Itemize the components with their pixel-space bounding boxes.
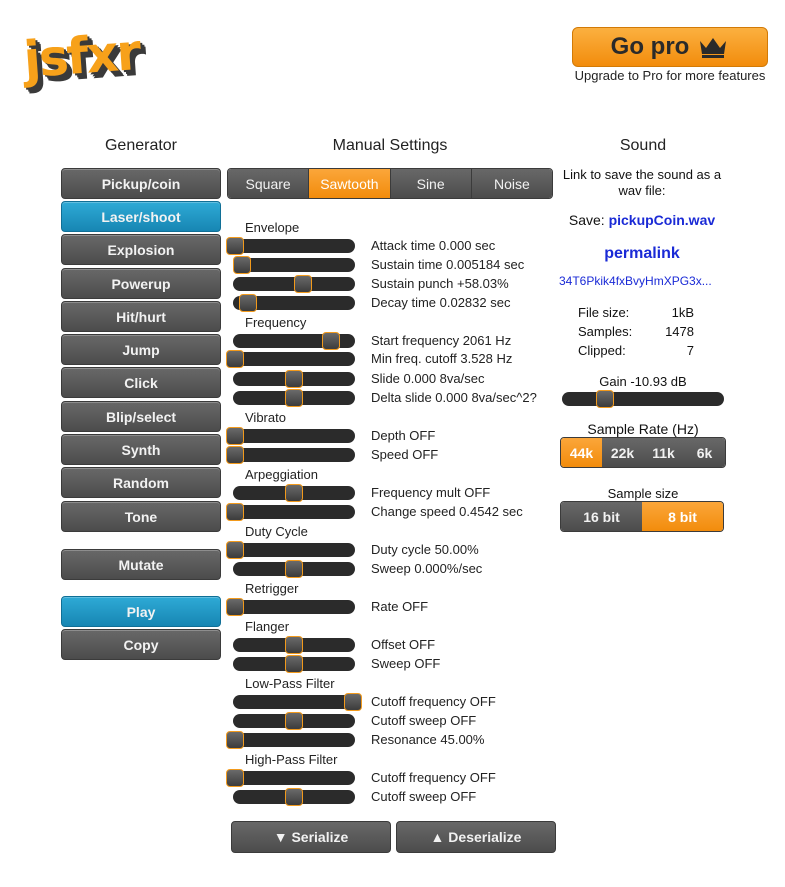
slider-cutoff-sweep-18[interactable] xyxy=(233,714,355,728)
gain-label: Gain -10.93 dB xyxy=(599,374,687,389)
slider-rate-14[interactable] xyxy=(233,600,355,614)
section-low-pass-filter: Low-Pass Filter xyxy=(245,676,335,691)
slider-thumb[interactable] xyxy=(285,712,303,730)
slider-sweep-13[interactable] xyxy=(233,562,355,576)
section-high-pass-filter: High-Pass Filter xyxy=(245,752,338,767)
slider-label: Rate OFF xyxy=(371,599,429,614)
copy-button[interactable]: Copy xyxy=(61,629,221,660)
generator-powerup-button[interactable]: Powerup xyxy=(61,268,221,299)
waveform-tabs xyxy=(227,168,553,199)
slider-label: Cutoff sweep OFF xyxy=(371,789,477,804)
section-arpeggiation: Arpeggiation xyxy=(245,467,318,482)
jsfxr-logo: jsfxr xyxy=(21,23,142,89)
mutate-button[interactable]: Mutate xyxy=(61,549,221,580)
slider-thumb[interactable] xyxy=(285,636,303,654)
generator-random-button[interactable]: Random xyxy=(61,467,221,498)
slider-thumb[interactable] xyxy=(233,256,251,274)
section-envelope: Envelope xyxy=(245,220,300,235)
sample-rate-selector xyxy=(560,437,726,468)
sample-rate-6k[interactable]: 6k xyxy=(684,438,725,467)
slider-label: Speed OFF xyxy=(371,447,439,462)
slider-sustain-punch-2[interactable] xyxy=(233,277,355,291)
slider-resonance-19[interactable] xyxy=(233,733,355,747)
slider-thumb[interactable] xyxy=(226,503,244,521)
sample-rate-11k[interactable]: 11k xyxy=(643,438,684,467)
slider-label: Min freq. cutoff 3.528 Hz xyxy=(371,351,513,366)
slider-label: Sweep OFF xyxy=(371,656,441,671)
slider-label: Sustain time 0.005184 sec xyxy=(371,257,525,272)
slider-thumb[interactable] xyxy=(285,370,303,388)
file-size-value: 1kB xyxy=(671,305,694,320)
section-duty-cycle: Duty Cycle xyxy=(245,524,308,539)
waveform-tab-square[interactable]: Square xyxy=(228,169,309,198)
slider-label: Cutoff frequency OFF xyxy=(371,694,496,709)
slider-cutoff-frequency-20[interactable] xyxy=(233,771,355,785)
slider-label: Slide 0.000 8va/sec xyxy=(371,371,485,386)
section-vibrato: Vibrato xyxy=(245,410,286,425)
slider-thumb[interactable] xyxy=(294,275,312,293)
permalink-link[interactable]: permalink xyxy=(604,245,680,262)
generator-blip-select-button[interactable]: Blip/select xyxy=(61,401,221,432)
generator-click-button[interactable]: Click xyxy=(61,367,221,398)
crown-icon xyxy=(697,35,729,59)
manual-settings-title: Manual Settings xyxy=(332,137,448,154)
sample-size-selector xyxy=(560,501,724,532)
slider-label: Decay time 0.02832 sec xyxy=(371,295,511,310)
sample-rate-22k[interactable]: 22k xyxy=(602,438,643,467)
slider-delta-slide-7[interactable] xyxy=(233,391,355,405)
waveform-tab-sawtooth[interactable]: Sawtooth xyxy=(309,169,390,198)
generator-synth-button[interactable]: Synth xyxy=(61,434,221,465)
generator-hit-hurt-button[interactable]: Hit/hurt xyxy=(61,301,221,332)
slider-thumb[interactable] xyxy=(226,446,244,464)
section-retrigger: Retrigger xyxy=(245,581,299,596)
slider-attack-time-0[interactable] xyxy=(233,239,355,253)
slider-label: Sustain punch +58.03% xyxy=(371,276,509,291)
file-size-label: File size: xyxy=(578,305,630,320)
slider-label: Frequency mult OFF xyxy=(371,485,491,500)
slider-thumb[interactable] xyxy=(226,350,244,368)
go-pro-label: Go pro xyxy=(610,33,690,60)
gain-slider-thumb[interactable] xyxy=(596,390,614,408)
slider-label: Attack time 0.000 sec xyxy=(371,238,496,253)
slider-change-speed-11[interactable] xyxy=(233,505,355,519)
sample-size-8-bit[interactable]: 8 bit xyxy=(642,502,723,531)
slider-label: Cutoff frequency OFF xyxy=(371,770,496,785)
slider-start-frequency-4[interactable] xyxy=(233,334,355,348)
sound-title: Sound xyxy=(619,137,667,154)
waveform-tab-sine[interactable]: Sine xyxy=(391,169,472,198)
slider-thumb[interactable] xyxy=(285,484,303,502)
samples-value: 1478 xyxy=(665,324,694,339)
section-flanger: Flanger xyxy=(245,619,290,634)
slider-thumb[interactable] xyxy=(226,237,244,255)
generator-tone-button[interactable]: Tone xyxy=(61,501,221,532)
serialize-button[interactable]: ▼ Serialize xyxy=(231,821,391,853)
go-pro-button[interactable] xyxy=(572,27,768,67)
slider-offset-15[interactable] xyxy=(233,638,355,652)
slider-thumb[interactable] xyxy=(226,541,244,559)
slider-label: Delta slide 0.000 8va/sec^2? xyxy=(371,390,537,405)
slider-speed-9[interactable] xyxy=(233,448,355,462)
slider-depth-8[interactable] xyxy=(233,429,355,443)
slider-label: Resonance 45.00% xyxy=(371,732,485,747)
slider-min-freq-cutoff-5[interactable] xyxy=(233,352,355,366)
save-line xyxy=(562,212,722,228)
slider-thumb[interactable] xyxy=(344,693,362,711)
slider-thumb[interactable] xyxy=(226,598,244,616)
slider-thumb[interactable] xyxy=(239,294,257,312)
sample-rate-label: Sample Rate (Hz) xyxy=(587,421,699,437)
sample-size-label: Sample size xyxy=(607,486,679,501)
slider-label: Sweep 0.000%/sec xyxy=(371,561,483,576)
slider-label: Start frequency 2061 Hz xyxy=(371,333,512,348)
slider-thumb[interactable] xyxy=(226,427,244,445)
generator-explosion-button[interactable]: Explosion xyxy=(61,234,221,265)
play-button[interactable]: Play xyxy=(61,596,221,627)
slider-duty-cycle-12[interactable] xyxy=(233,543,355,557)
slider-thumb[interactable] xyxy=(226,769,244,787)
slider-thumb[interactable] xyxy=(285,389,303,407)
slider-cutoff-frequency-17[interactable] xyxy=(233,695,355,709)
go-pro-subtitle: Upgrade to Pro for more features xyxy=(574,68,766,83)
slider-decay-time-3[interactable] xyxy=(233,296,355,310)
deserialize-button[interactable]: ▲ Deserialize xyxy=(396,821,556,853)
slider-thumb[interactable] xyxy=(285,560,303,578)
section-frequency: Frequency xyxy=(245,315,307,330)
sample-rate-44k[interactable]: 44k xyxy=(561,438,602,467)
slider-label: Offset OFF xyxy=(371,637,436,652)
save-wav-link[interactable]: pickupCoin.wav xyxy=(608,212,716,228)
slider-thumb[interactable] xyxy=(285,655,303,673)
slider-thumb[interactable] xyxy=(285,788,303,806)
slider-label: Change speed 0.4542 sec xyxy=(371,504,523,519)
slider-thumb[interactable] xyxy=(322,332,340,350)
slider-label: Cutoff sweep OFF xyxy=(371,713,477,728)
clipped-value: 7 xyxy=(686,343,694,358)
generator-pickup-coin-button[interactable]: Pickup/coin xyxy=(61,168,221,199)
slider-label: Duty cycle 50.00% xyxy=(371,542,479,557)
save-label: Save: xyxy=(568,212,605,228)
slider-sweep-16[interactable] xyxy=(233,657,355,671)
generator-jump-button[interactable]: Jump xyxy=(61,334,221,365)
waveform-tab-noise[interactable]: Noise xyxy=(472,169,552,198)
sound-hash-link[interactable]: 34T6Pkik4fxBvyHmXPG3x... xyxy=(559,274,712,288)
slider-thumb[interactable] xyxy=(226,731,244,749)
sample-size-16-bit[interactable]: 16 bit xyxy=(561,502,642,531)
slider-slide-6[interactable] xyxy=(233,372,355,386)
slider-label: Depth OFF xyxy=(371,428,436,443)
slider-frequency-mult-10[interactable] xyxy=(233,486,355,500)
samples-label: Samples: xyxy=(578,324,633,339)
generator-title: Generator xyxy=(104,137,178,154)
gain-slider[interactable] xyxy=(562,392,724,406)
save-instructions: Link to save the sound as a wav file: xyxy=(562,167,722,198)
slider-cutoff-sweep-21[interactable] xyxy=(233,790,355,804)
clipped-label: Clipped: xyxy=(578,343,626,358)
slider-sustain-time-1[interactable] xyxy=(233,258,355,272)
generator-laser-shoot-button[interactable]: Laser/shoot xyxy=(61,201,221,232)
